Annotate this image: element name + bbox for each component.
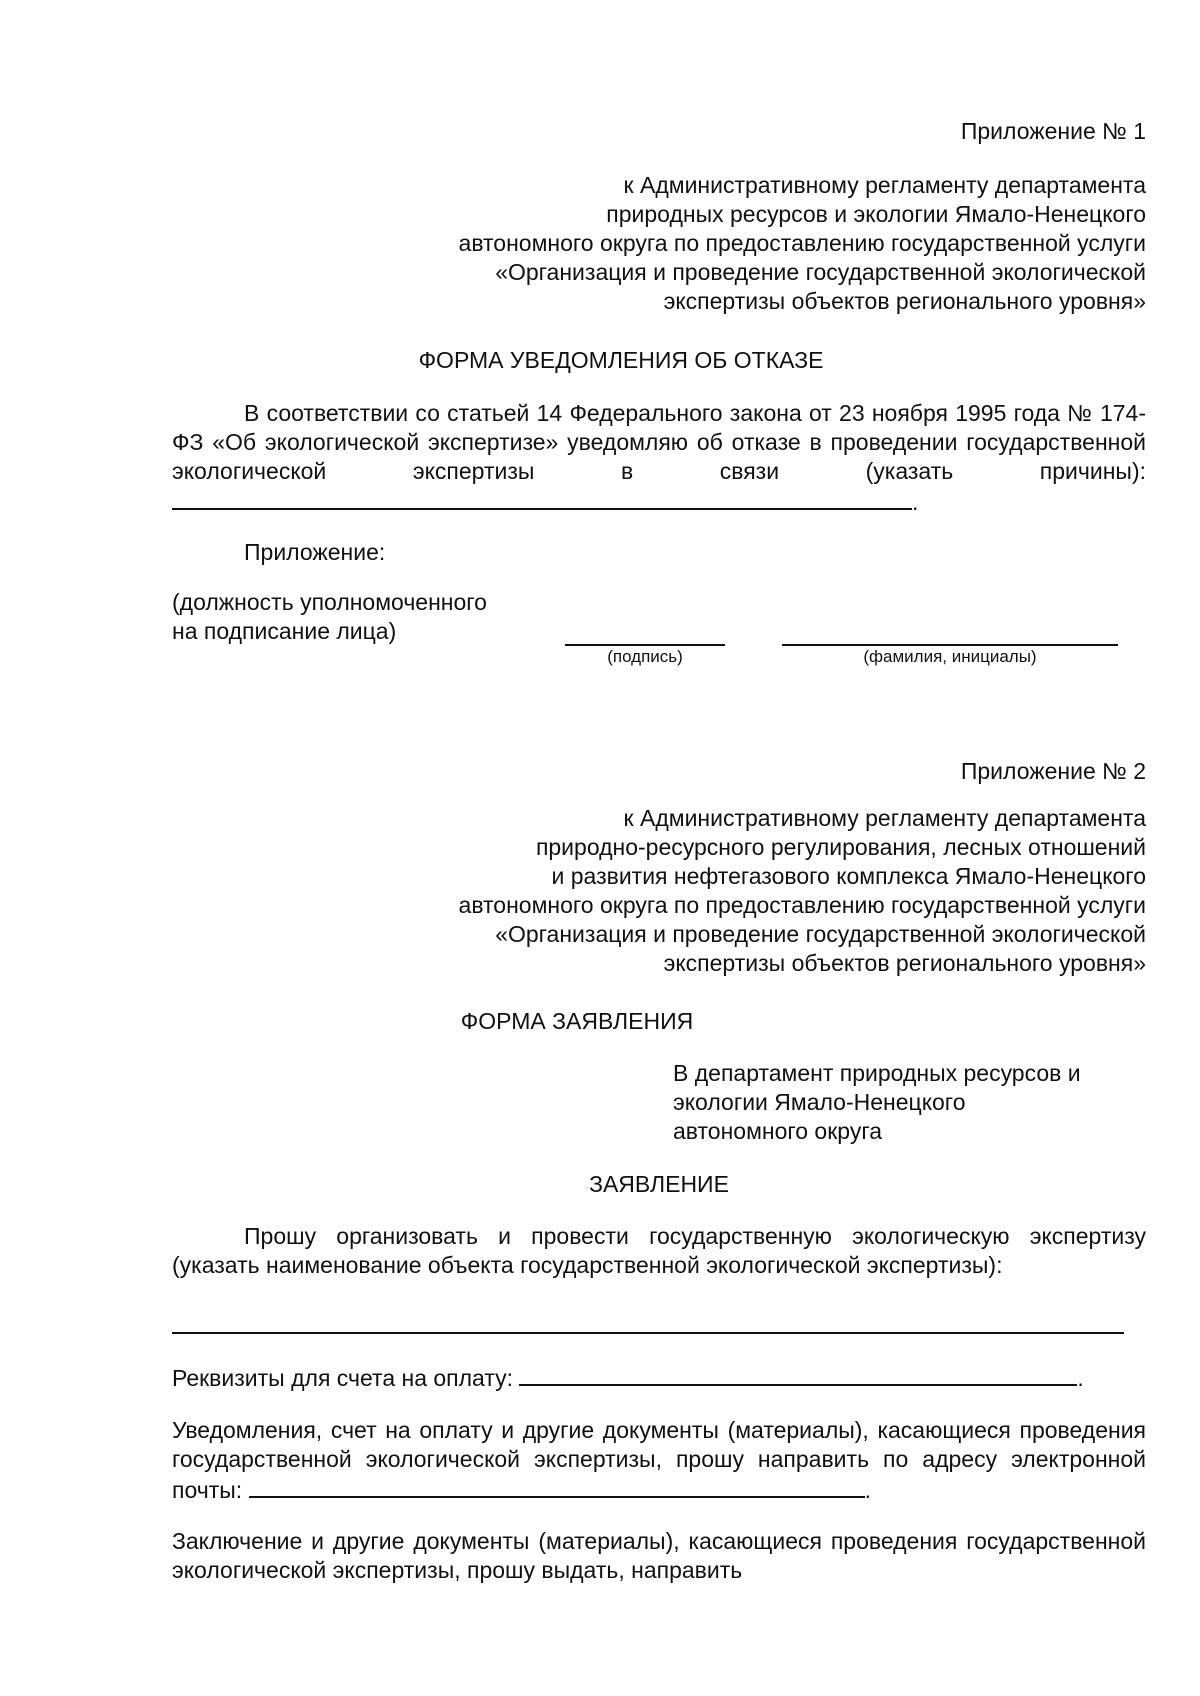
requisites-row [172, 1362, 1146, 1393]
refusal-paragraph [172, 399, 1146, 517]
header-line: автономного округа по предоставлению государственной услуги [458, 892, 1146, 918]
conclusion-paragraph: Заключение и другие документы (материалы), касающиеся проведения государственной экологической экспертизы, прошу выдать, направить [172, 1528, 1146, 1583]
refusal-form-title-text: ФОРМА УВЕДОМЛЕНИЯ ОБ ОТКАЗЕ [418, 347, 824, 373]
signature-caption: (подпись) [607, 647, 683, 666]
statement-title-text: ЗАЯВЛЕНИЕ [589, 1171, 729, 1197]
requisites-blank[interactable] [519, 1362, 1077, 1386]
name-line[interactable] [782, 644, 1118, 646]
appendix-2-label: Приложение № 2 [960, 758, 1146, 784]
header-line: и развития нефтегазового комплекса Ямало-Ненецкого [551, 863, 1146, 889]
header-line: природно-ресурсного регулирования, лесных отношений [535, 834, 1146, 860]
notifications-paragraph [172, 1416, 1146, 1505]
statement-title [172, 1170, 1146, 1199]
requisites-end: . [1077, 1365, 1084, 1391]
object-name-line[interactable] [172, 1332, 1124, 1334]
header-line: экспертизы объектов регионального уровня» [663, 288, 1146, 314]
application-form-title [172, 1007, 982, 1036]
header-line: «Организация и проведение государственной экологической [495, 259, 1146, 285]
signature-line[interactable] [565, 644, 725, 646]
refusal-paragraph-end: . [912, 489, 919, 515]
appendix-2-header [172, 804, 1146, 978]
header-line: к Административному регламенту департамента [623, 805, 1146, 831]
official-position [172, 588, 572, 646]
requisites-label: Реквизиты для счета на оплату: [172, 1365, 514, 1391]
name-caption: (фамилия, инициалы) [863, 647, 1037, 666]
notifications-end: . [864, 1477, 871, 1503]
addressee-line: автономного округа [673, 1118, 882, 1144]
header-line: «Организация и проведение государственной экологической [495, 921, 1146, 947]
header-line: к Административному регламенту департамента [623, 172, 1146, 198]
notifications-text: Уведомления, счет на оплату и другие документы (материалы), касающиеся проведения государственной экологической экспертизы, прошу направить по адресу электронной почты: [172, 1417, 1146, 1503]
refusal-form-title [172, 346, 1070, 375]
addressee [673, 1059, 1153, 1146]
appendix-1-header [172, 171, 1146, 316]
application-form-title-text: ФОРМА ЗАЯВЛЕНИЯ [460, 1008, 694, 1034]
request-paragraph: Прошу организовать и провести государственную экологическую экспертизу (указать наименование объекта государственной экологической экспертизы): [172, 1223, 1146, 1278]
header-line: экспертизы объектов регионального уровня» [663, 950, 1146, 976]
reason-blank[interactable] [172, 486, 912, 510]
appendix-1-label: Приложение № 1 [960, 118, 1146, 144]
header-line: природных ресурсов и экологии Ямало-Ненецкого [606, 201, 1146, 227]
refusal-paragraph-text: В соответствии со статьей 14 Федерального закона от 23 ноября 1995 года № 174-ФЗ «Об экологической экспертизе» уведомляю об отказе в проведении государственной экологической экспертизы в связи (указать причины): [172, 400, 1146, 484]
official-position-line1: (должность уполномоченного [172, 589, 487, 615]
header-line: автономного округа по предоставлению государственной услуги [458, 230, 1146, 256]
official-position-line2: на подписание лица) [172, 618, 397, 644]
addressee-line: экологии Ямало-Ненецкого [673, 1089, 966, 1115]
addressee-line: В департамент природных ресурсов и [673, 1060, 1081, 1086]
refusal-attachment: Приложение: [244, 539, 386, 565]
email-blank[interactable] [249, 1474, 865, 1498]
